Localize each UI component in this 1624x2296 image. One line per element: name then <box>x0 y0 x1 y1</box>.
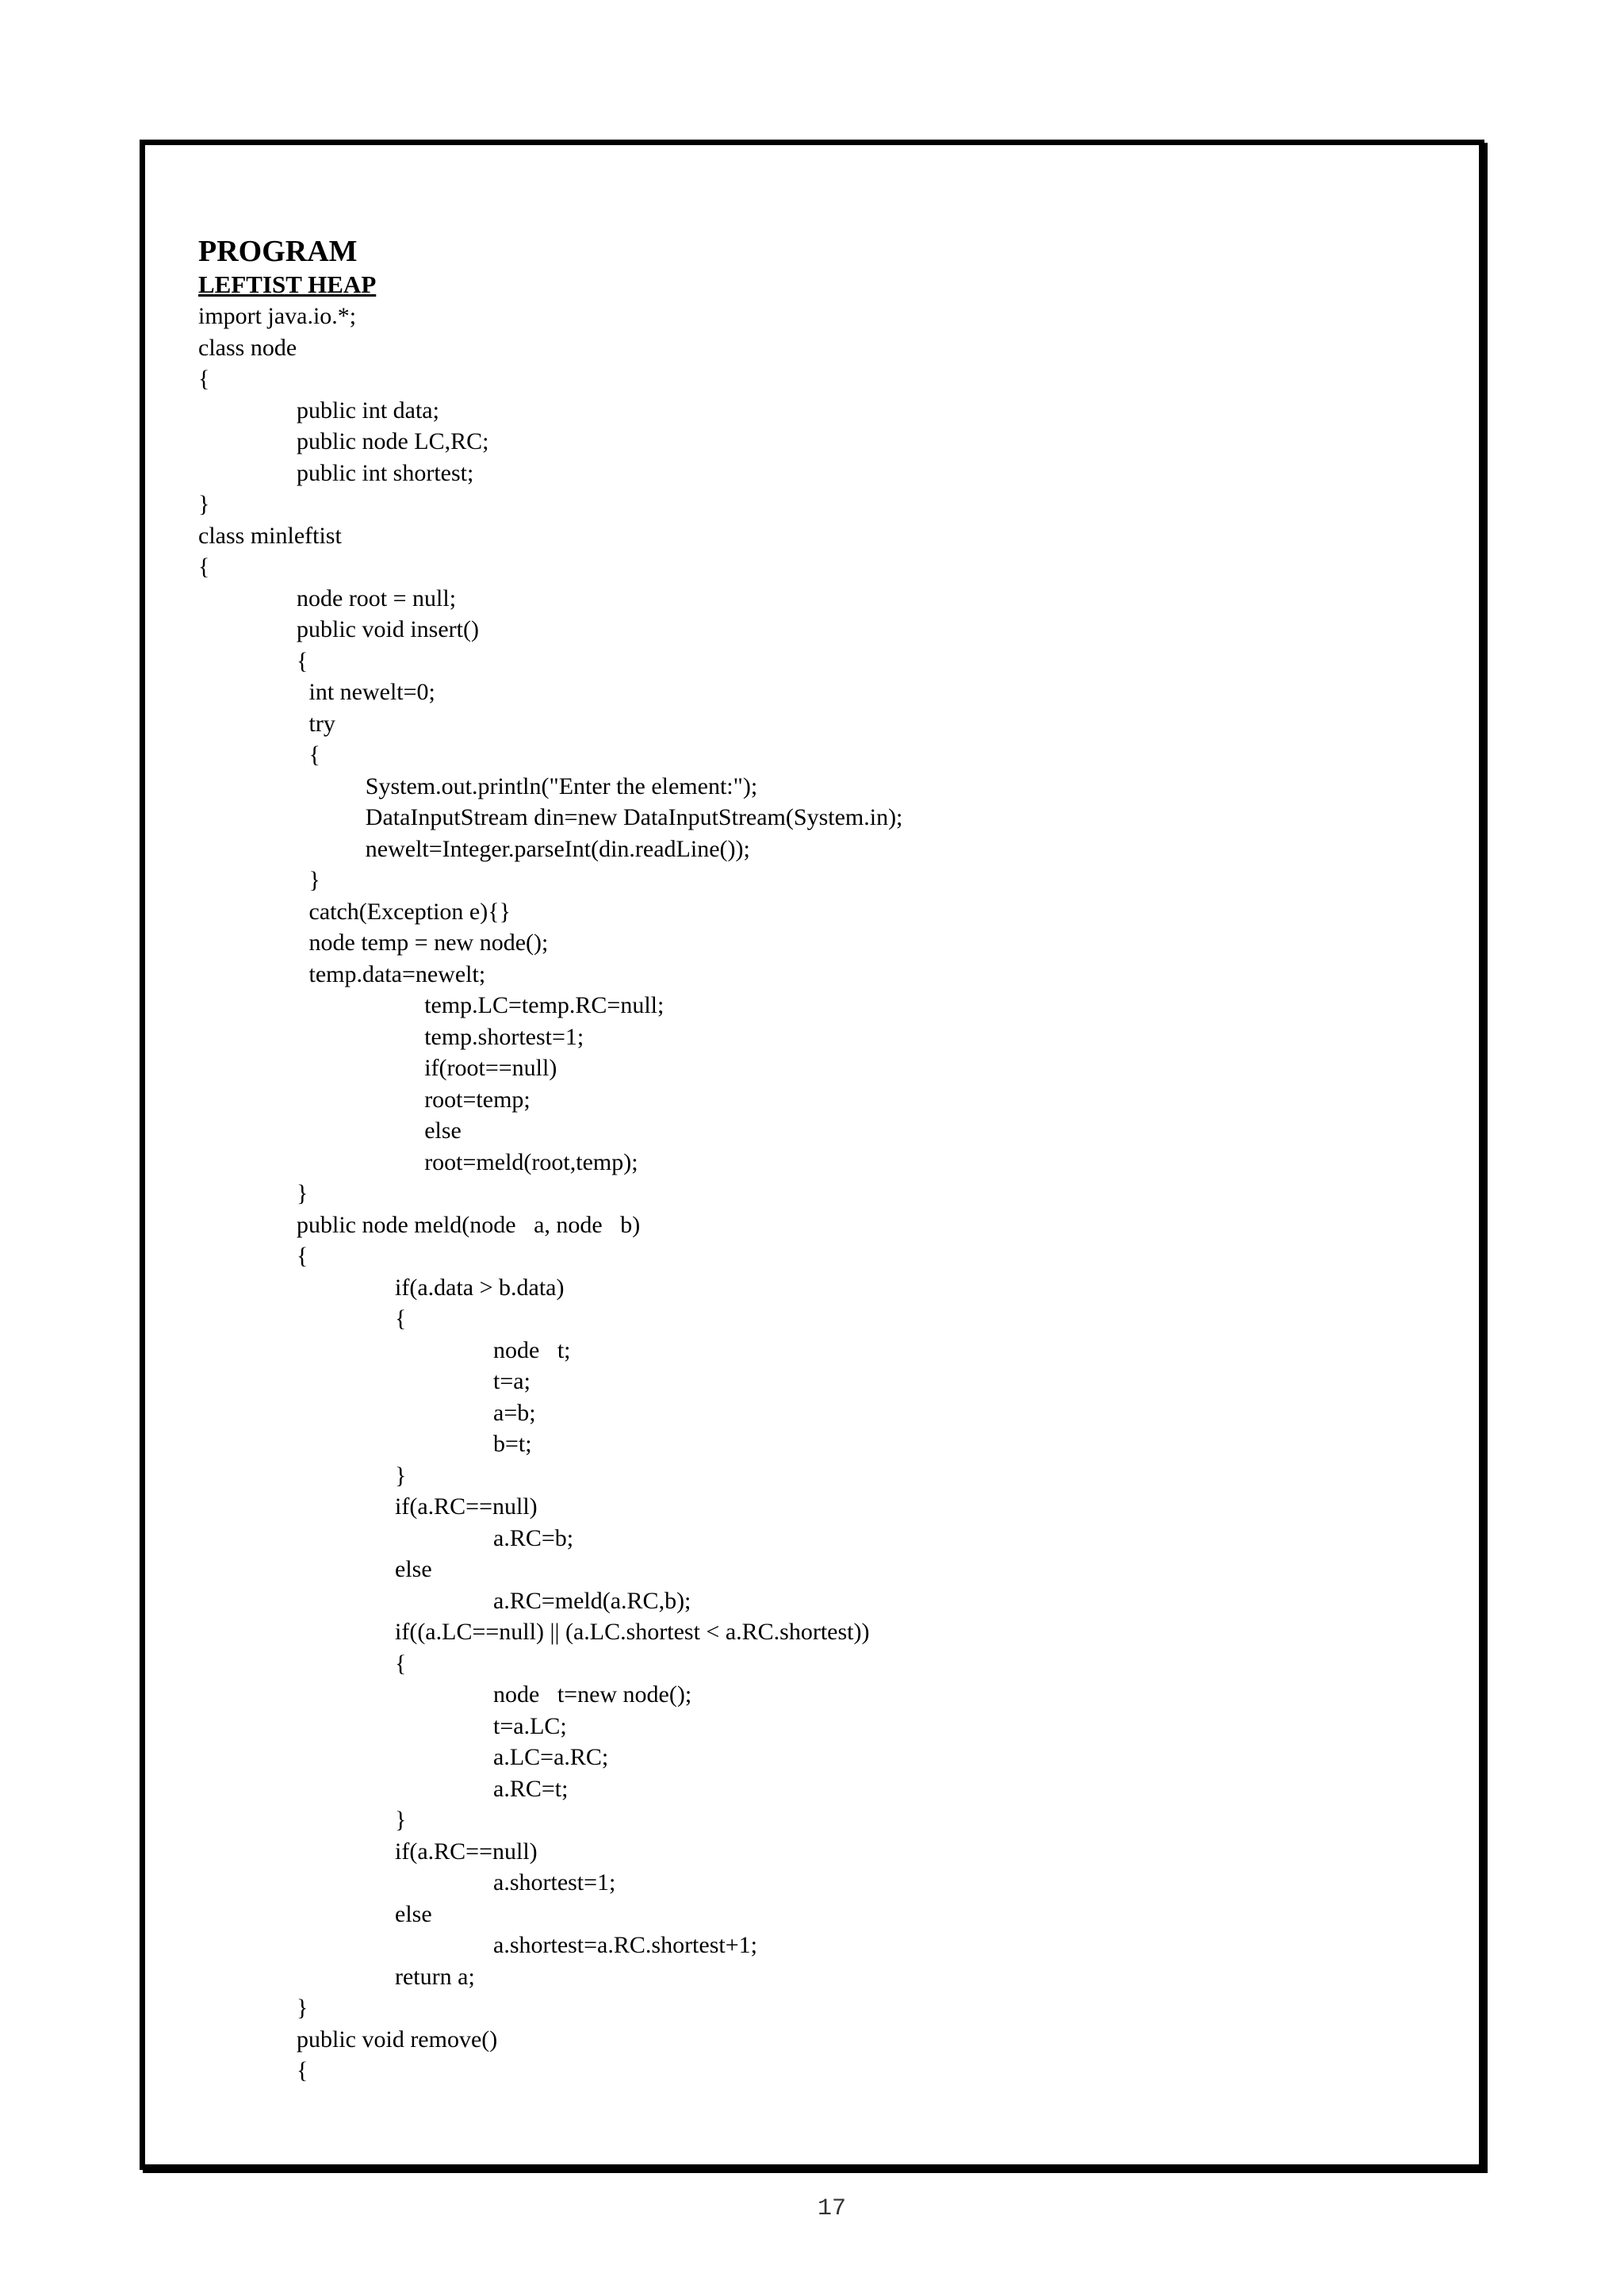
code-line: if(root==null) <box>424 1055 557 1081</box>
code-line: public int data; <box>297 397 439 424</box>
program-content <box>198 234 1435 2087</box>
code-line: a.shortest=a.RC.shortest+1; <box>493 1932 757 1958</box>
code-line: else <box>395 1556 432 1582</box>
code-line: { <box>395 1650 407 1677</box>
code-line: a.RC=b; <box>493 1524 574 1551</box>
code-line: else <box>395 1900 432 1927</box>
code-line: public node meld(node a, node b) <box>297 1211 641 1238</box>
code-line: class minleftist <box>198 522 342 549</box>
code-line: { <box>395 1305 407 1332</box>
code-line: if(a.data > b.data) <box>395 1274 565 1301</box>
code-line: a.RC=meld(a.RC,b); <box>493 1587 691 1614</box>
code-line: temp.shortest=1; <box>424 1023 584 1050</box>
code-line: a.LC=a.RC; <box>493 1744 609 1770</box>
code-line: return a; <box>395 1963 475 1990</box>
code-line: } <box>395 1462 407 1489</box>
code-line: temp.LC=temp.RC=null; <box>424 992 665 1018</box>
code-line: node root = null; <box>297 585 457 611</box>
code-line: catch(Exception e){} <box>308 898 511 925</box>
code-line: try <box>308 710 335 737</box>
code-line: { <box>297 1243 308 1269</box>
code-line: } <box>297 1995 308 2021</box>
code-line: public void insert() <box>297 616 479 642</box>
code-line: int newelt=0; <box>308 679 435 705</box>
code-line: import java.io.*; <box>198 303 357 329</box>
code-line: { <box>198 366 210 392</box>
code-line: root=meld(root,temp); <box>424 1148 638 1175</box>
code-line: { <box>297 2057 308 2083</box>
code-line: t=a.LC; <box>493 1712 567 1739</box>
code-line: root=temp; <box>424 1086 530 1113</box>
code-line: public void remove() <box>297 2026 498 2053</box>
program-heading: PROGRAM <box>198 235 358 268</box>
code-line: } <box>198 491 210 517</box>
code-line: a.RC=t; <box>493 1775 569 1802</box>
code-line: node temp = new node(); <box>308 930 549 956</box>
code-line: } <box>308 867 320 893</box>
program-subheading: LEFTIST HEAP <box>198 270 377 298</box>
code-line: t=a; <box>493 1368 530 1394</box>
code-line: node t=new node(); <box>493 1681 692 1708</box>
code-line: node t; <box>493 1336 571 1363</box>
code-line: if(a.RC==null) <box>395 1838 538 1865</box>
code-line: if(a.RC==null) <box>395 1493 538 1520</box>
code-line: public node LC,RC; <box>297 428 489 454</box>
code-line: newelt=Integer.parseInt(din.readLine()); <box>365 835 750 862</box>
code-line: class node <box>198 334 297 361</box>
code-line: DataInputStream din=new DataInputStream(System.in); <box>365 804 903 830</box>
code-line: System.out.println("Enter the element:"); <box>365 772 758 799</box>
code-line: else <box>424 1117 462 1144</box>
code-line: if((a.LC==null) || (a.LC.shortest < a.RC.shortest)) <box>395 1619 870 1645</box>
page-number: 17 <box>817 2195 846 2222</box>
code-line: a=b; <box>493 1399 536 1426</box>
code-line: { <box>308 742 320 768</box>
code-line: } <box>395 1807 407 1833</box>
code-line: temp.data=newelt; <box>308 960 486 987</box>
code-listing <box>198 301 1435 2087</box>
code-line: { <box>297 647 308 674</box>
code-line: } <box>297 1180 308 1206</box>
code-line: b=t; <box>493 1431 532 1457</box>
code-line: a.shortest=1; <box>493 1869 616 1895</box>
code-line: public int shortest; <box>297 459 474 486</box>
code-line: { <box>198 554 210 580</box>
